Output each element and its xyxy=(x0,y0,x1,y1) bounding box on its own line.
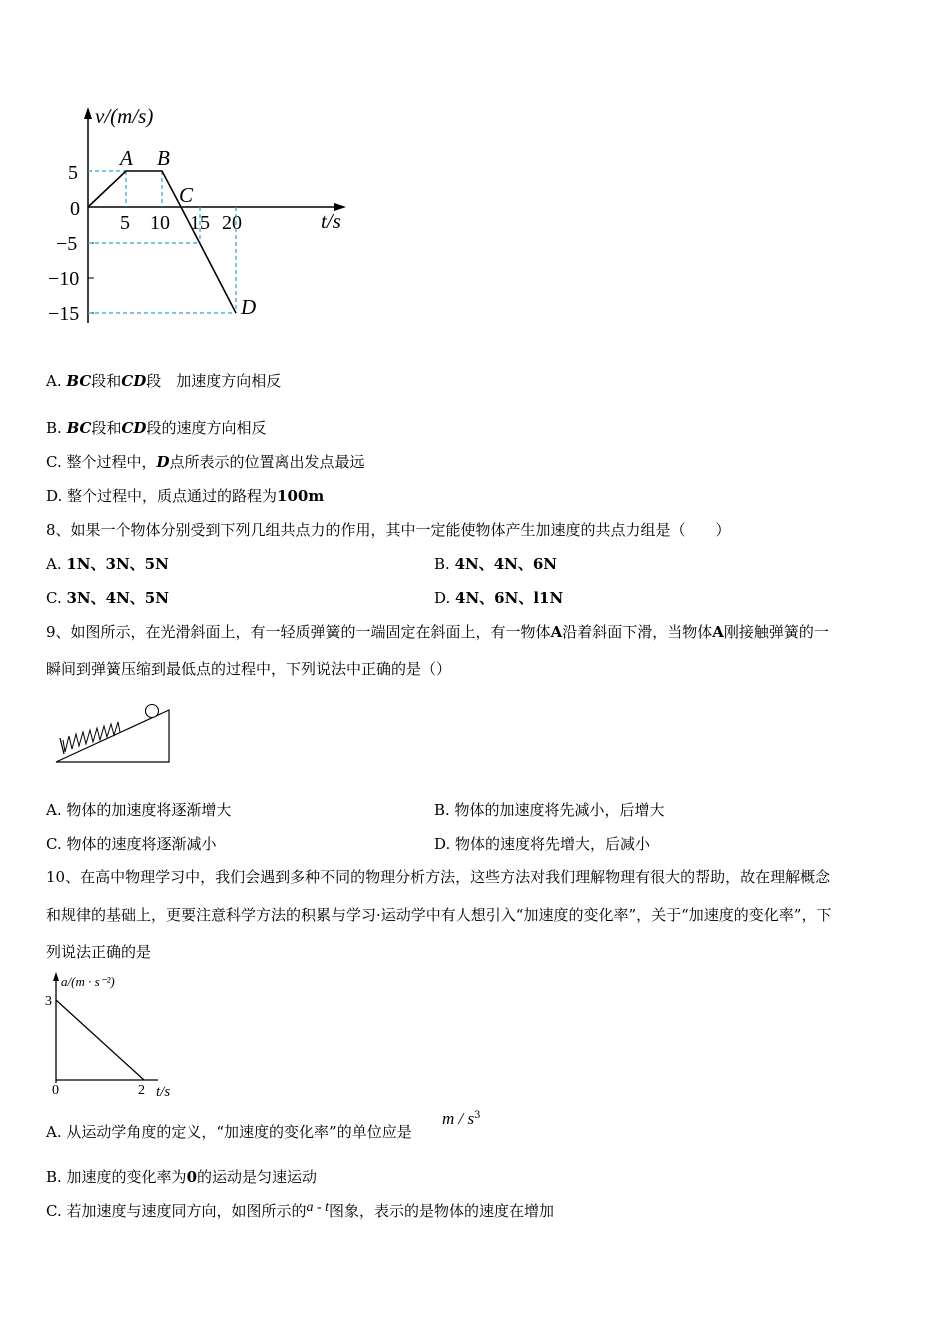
zero-value: 0 xyxy=(186,1168,197,1186)
option-text: A. 从运动学角度的定义，“加速度的变化率”的单位应是 xyxy=(46,1123,412,1141)
unit-text: m / s xyxy=(442,1109,475,1128)
stem-text: 刚接触弹簧的一 xyxy=(723,623,829,641)
segment-bc: BC xyxy=(66,419,92,437)
option-text: 点所表示的位置离出发点最远 xyxy=(169,453,365,471)
acceleration-time-chart xyxy=(40,968,190,1100)
q10-stem-line2: 和规律的基础上，更要注意科学方法的积累与学习·运动学中有人想引入“加速度的变化率”，关于“加速度的变化率”，下 xyxy=(46,906,832,924)
q8-stem: 8、如果一个物体分别受到下列几组共点力的作用，其中一定能使物体产生加速度的共点力组是（ ） xyxy=(46,521,731,539)
segment-bc: BC xyxy=(66,372,92,390)
y-tick-neg10: −10 xyxy=(48,268,80,290)
y-tick-0: 0 xyxy=(70,198,80,220)
q10-stem-line1: 10、在高中物理学习中，我们会遇到多种不同的物理分析方法，这些方法对我们理解物理有很大的帮助，故在理解概念 xyxy=(46,868,831,886)
x-tick-2: 2 xyxy=(138,1083,145,1098)
option-text: C. 若加速度与速度同方向，如图所示的 xyxy=(46,1202,307,1220)
unit-exponent: 3 xyxy=(474,1110,481,1121)
incline-spring-figure xyxy=(50,700,175,766)
option-prefix: B. xyxy=(46,419,67,437)
option-text: 4N、6N、l1N xyxy=(455,589,564,607)
q7-option-a[interactable] xyxy=(46,371,281,391)
segment-cd: CD xyxy=(121,419,147,437)
point-A-label: A xyxy=(120,146,133,170)
x-tick-5: 5 xyxy=(120,212,130,234)
q10-option-a[interactable] xyxy=(46,1122,412,1142)
option-text: 的运动是匀速运动 xyxy=(197,1168,318,1186)
option-text: 4N、4N、6N xyxy=(454,555,558,573)
option-text: C. 整个过程中， xyxy=(46,453,157,471)
unit-m-per-s3 xyxy=(442,1109,481,1129)
y-tick-neg5: −5 xyxy=(56,233,78,255)
option-text: 1N、3N、5N xyxy=(66,555,169,573)
option-text: 段和 xyxy=(91,419,122,437)
stem-text: 9、如图所示，在光滑斜面上，有一轻质弹簧的一端固定在斜面上，有一物体 xyxy=(46,623,551,641)
q8-option-c[interactable] xyxy=(46,588,169,608)
point-C-label: C xyxy=(179,183,194,207)
a-t-symbol: a - t xyxy=(306,1200,330,1215)
y-tick-3: 3 xyxy=(45,994,52,1009)
object-a: A xyxy=(550,623,563,641)
point-B-label: B xyxy=(157,146,170,170)
option-text: B. 加速度的变化率为 xyxy=(46,1168,187,1186)
x-tick-0: 0 xyxy=(52,1083,59,1098)
q10-option-c[interactable] xyxy=(46,1201,554,1223)
option-text: 图象，表示的是物体的速度在增加 xyxy=(329,1202,555,1220)
stem-text: 沿着斜面下滑，当物体 xyxy=(562,623,713,641)
object-a: A xyxy=(712,623,724,641)
q10-option-b[interactable] xyxy=(46,1167,317,1187)
q9-stem-line1 xyxy=(46,622,829,642)
option-prefix: A. xyxy=(46,372,67,390)
q7-option-d[interactable] xyxy=(46,486,324,506)
y-axis-label: a/(m · s⁻²) xyxy=(61,974,115,989)
y-tick-5: 5 xyxy=(68,162,78,184)
x-axis-label: t/s xyxy=(321,209,341,233)
x-tick-20: 20 xyxy=(222,212,242,234)
acceleration-line xyxy=(56,1000,144,1080)
velocity-time-chart xyxy=(40,95,360,335)
q9-stem-line2: 瞬间到弹簧压缩到最低点的过程中，下列说法中正确的是（） xyxy=(46,660,452,678)
point-D-label: D xyxy=(241,295,257,319)
option-prefix: B. xyxy=(434,555,455,573)
q8-option-a[interactable] xyxy=(46,554,169,574)
q9-option-c[interactable]: C. 物体的速度将逐渐减小 xyxy=(46,835,217,853)
q8-option-d[interactable] xyxy=(434,588,563,608)
ball-a xyxy=(146,705,159,718)
option-text: 段的速度方向相反 xyxy=(146,419,267,437)
option-text: 段和 xyxy=(91,372,122,390)
q7-option-b[interactable] xyxy=(46,418,266,438)
q9-option-d[interactable]: D. 物体的速度将先增大，后减小 xyxy=(434,835,651,853)
option-prefix: C. xyxy=(46,589,67,607)
distance-value: 100m xyxy=(277,487,325,505)
option-prefix: D. xyxy=(434,589,456,607)
q9-option-a[interactable]: A. 物体的加速度将逐渐增大 xyxy=(46,801,232,819)
q8-option-b[interactable] xyxy=(434,554,557,574)
y-axis-label: v/(m/s) xyxy=(95,104,154,128)
option-text: 3N、4N、5N xyxy=(66,589,169,607)
x-tick-15: 15 xyxy=(190,212,210,234)
q9-option-b[interactable]: B. 物体的加速度将先减小，后增大 xyxy=(434,801,665,819)
q7-option-c[interactable] xyxy=(46,452,365,472)
point-d: D xyxy=(156,453,170,471)
option-text: 段 加速度方向相反 xyxy=(146,372,282,390)
q10-stem-line3: 列说法正确的是 xyxy=(46,943,152,961)
y-tick-neg15: −15 xyxy=(48,303,80,325)
segment-cd: CD xyxy=(121,372,147,390)
x-axis-label: t/s xyxy=(156,1084,171,1100)
option-text: D. 整个过程中，质点通过的路程为 xyxy=(46,487,278,505)
x-tick-10: 10 xyxy=(150,212,170,234)
option-prefix: A. xyxy=(46,555,67,573)
